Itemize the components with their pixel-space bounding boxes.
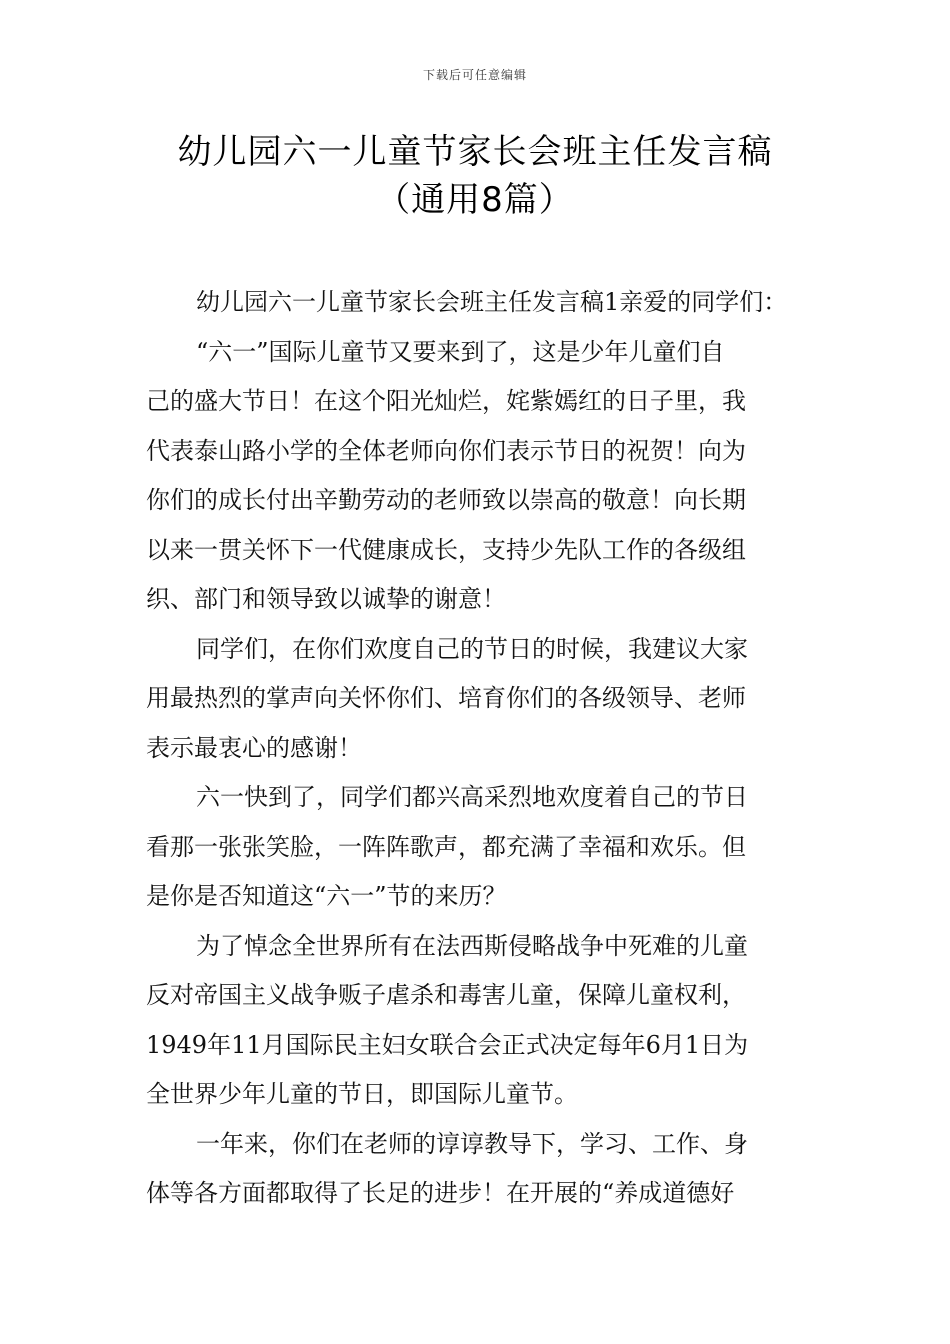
text-line: 体等各方面都取得了长足的进步！在开展的“养成道德好 [146, 1179, 735, 1207]
text-line: 表示最衷心的感谢！ [146, 733, 362, 762]
title-line-2: （通用8篇） [376, 180, 574, 220]
text-line: 是你是否知道这“六一”节的来历？ [146, 882, 507, 910]
text-line: 代表泰山路小学的全体老师向你们表示节日的祝贺！向为 [146, 436, 746, 465]
text-line: 织、部门和领导致以诚挚的谢意！ [146, 585, 506, 613]
text-line: 1949年11月国际民主妇女联合会正式决定每年6月1日为 [146, 1030, 749, 1059]
text-line: “六一”国际儿童节又要来到了，这是少年儿童们自 [196, 337, 725, 366]
title-line-1: 幼儿园六一儿童节家长会班主任发言稿 [177, 132, 773, 172]
document-title [0, 128, 950, 224]
text-line: 幼儿园六一儿童节家长会班主任发言稿1亲爱的同学们： [196, 288, 788, 316]
text-line: 一年来，你们在老师的谆谆教导下，学习、工作、身 [196, 1129, 748, 1158]
paragraph-5 [146, 922, 812, 1120]
document-body [146, 278, 812, 1219]
text-line: 六一快到了，同学们都兴高采烈地欢度着自己的节日 [196, 783, 748, 811]
paragraph-4 [146, 773, 812, 922]
paragraph-1 [146, 278, 812, 328]
text-line: 看那一张张笑脸，一阵阵歌声，都充满了幸福和欢乐。但 [146, 832, 746, 861]
paragraph-2 [146, 328, 812, 625]
text-line: 全世界少年儿童的节日，即国际儿童节。 [146, 1080, 578, 1108]
text-line: 己的盛大节日！在这个阳光灿烂，姹紫嫣红的日子里，我 [146, 387, 746, 415]
paragraph-3 [146, 625, 812, 774]
header-note: 下载后可任意编辑 [422, 68, 527, 82]
text-line: 你们的成长付出辛勤劳动的老师致以崇高的敬意！向长期 [146, 486, 746, 514]
text-line: 同学们，在你们欢度自己的节日的时候，我建议大家 [196, 634, 748, 663]
paragraph-6 [146, 1120, 812, 1219]
text-line: 以来一贯关怀下一代健康成长，支持少先队工作的各级组 [146, 535, 746, 564]
text-line: 反对帝国主义战争贩子虐杀和毒害儿童，保障儿童权利， [146, 981, 746, 1009]
text-line: 为了悼念全世界所有在法西斯侵略战争中死难的儿童 [196, 931, 748, 960]
text-line: 用最热烈的掌声向关怀你们、培育你们的各级领导、老师 [146, 684, 746, 712]
